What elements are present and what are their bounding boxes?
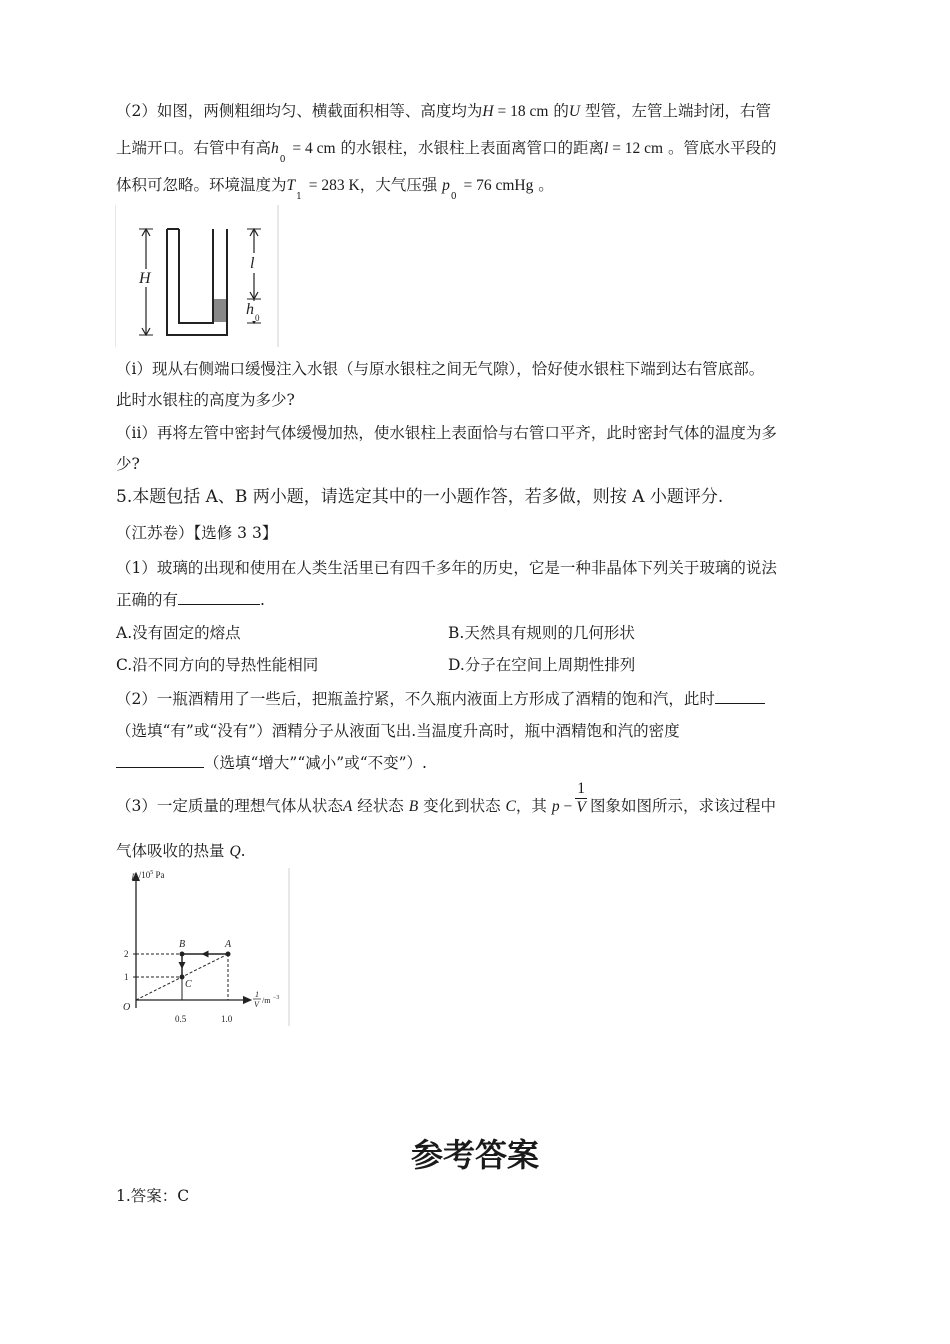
label-h0-sub: 0	[255, 313, 260, 323]
arrow-B-C	[179, 962, 186, 969]
q5-intro: 5.本题包括 A、B 两小题，请选定其中的一小题作答，若多做，则按 A 小题评分.	[116, 487, 724, 507]
label-l: l	[250, 255, 255, 272]
label-h0: h	[246, 301, 254, 318]
q5-part2-line-2: （选填“有”或“没有”）酒精分子从液面飞出.当温度升高时，瓶中酒精饱和汽的密度	[116, 722, 680, 740]
answer-blank-2[interactable]	[715, 689, 765, 704]
mercury-column	[214, 299, 226, 322]
x-axis-label	[253, 990, 279, 1009]
point-A	[226, 952, 231, 957]
q5-part1-line-2: 正确的有 .	[116, 591, 265, 609]
svg-text:−3: −3	[273, 995, 280, 1001]
option-b[interactable]: B.天然具有规则的几何形状	[448, 624, 635, 642]
answer-1: 1.答案：C	[116, 1187, 190, 1205]
q5-tag: （江苏卷）【选修 3 3】	[116, 524, 278, 542]
y-tick-label-1: 1	[124, 972, 129, 982]
y-axis-label: p $/10^5$ Pa	[132, 870, 165, 880]
x-tick-label-1.0: 1.0	[221, 1014, 233, 1024]
answer-blank-1[interactable]	[178, 590, 260, 605]
sub-question-i-line-2: 此时水银柱的高度为多少?	[116, 391, 295, 409]
u-tube-figure	[115, 205, 280, 347]
point-B	[180, 952, 185, 957]
q2-line-3: 体积可忽略。环境温度为$T_1 = 283$ K，大气压强 $p_0 = 76$ cmHg 。	[116, 176, 554, 202]
option-d[interactable]: D.分子在空间上周期性排列	[448, 656, 636, 674]
x-tick-label-0.5: 0.5	[175, 1014, 187, 1024]
q5-part1-line-1: （1）玻璃的出现和使用在人类生活里已有四千多年的历史，它是一种非晶体下列关于玻璃的说法	[116, 559, 777, 577]
q5-part3-line-1: （3）一定质量的理想气体从状态A 经状态 B 变化到状态 C，其 p − $\frac{1}{V}$ 图象如图所示，求该过程中	[116, 779, 776, 816]
q2-line-2: 上端开口。右管中有高$h_0 = 4$ cm 的水银柱，水银柱上表面离管口的距离l = 12 cm 。管底水平段的	[116, 139, 777, 165]
q5-options-row-2	[116, 655, 636, 675]
q5-part2-line-1: （2）一瓶酒精用了一些后，把瓶盖拧紧，不久瓶内液面上方形成了酒精的饱和汽，此时	[116, 689, 765, 709]
svg-text:1: 1	[255, 990, 259, 999]
answer-blank-3[interactable]	[116, 753, 204, 768]
q5-options-row-1	[116, 623, 635, 643]
answers-heading: 参考答案	[410, 1136, 539, 1174]
q2-line-1: （2）如图，两侧粗细均匀、横截面积相等、高度均为H = 18 cm 的U 型管，左管上端封闭，右管	[116, 102, 771, 120]
origin-label: O	[123, 1002, 131, 1013]
sub-question-ii-line-1: （ii）再将左管中密封气体缓慢加热，使水银柱上表面恰与右管口平齐，此时密封气体的温度为多	[116, 424, 777, 442]
y-tick-label-2: 2	[124, 949, 129, 959]
pv-chart	[115, 868, 293, 1026]
option-c[interactable]: C.沿不同方向的导热性能相同	[116, 656, 319, 674]
sub-question-ii-line-2: 少?	[116, 455, 140, 473]
svg-text:V: V	[254, 1000, 259, 1009]
point-label-C: C	[185, 979, 192, 990]
sub-question-i-line-1: （i）现从右侧端口缓慢注入水银（与原水银柱之间无气隙），恰好使水银柱下端到达右管底部。	[116, 360, 765, 378]
point-label-B: B	[179, 939, 186, 950]
point-label-A: A	[225, 939, 232, 950]
svg-text:/m: /m	[262, 996, 271, 1005]
option-a[interactable]: A.没有固定的熔点	[116, 624, 241, 642]
q5-part2-line-3: （选填“增大”“减小”或“不变”）.	[116, 753, 427, 773]
point-C	[180, 975, 185, 980]
fraction-1-over-v: $\frac{1}{V}$	[576, 779, 586, 816]
arrow-A-B	[202, 951, 209, 958]
label-H: H	[139, 270, 151, 287]
q5-part3-line-2: 气体吸收的热量 Q.	[116, 842, 246, 860]
